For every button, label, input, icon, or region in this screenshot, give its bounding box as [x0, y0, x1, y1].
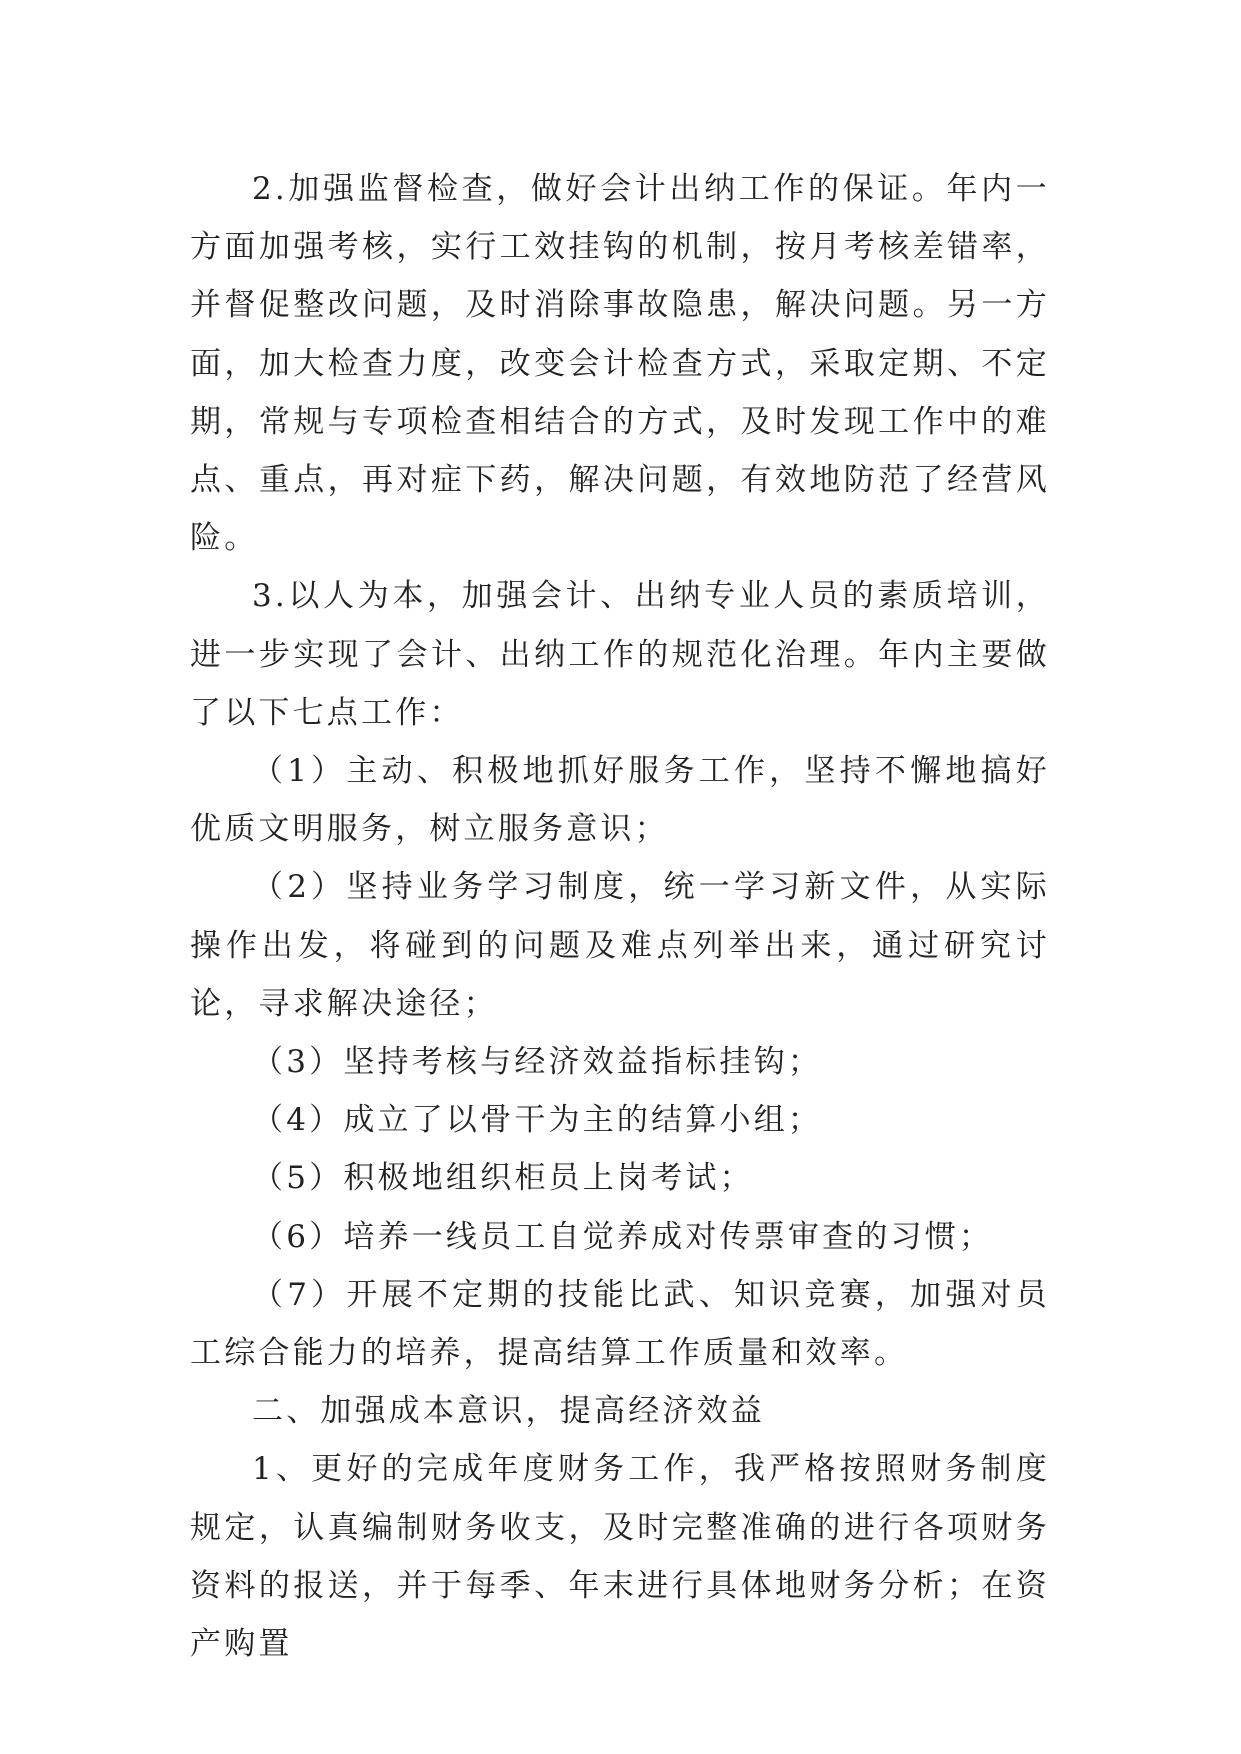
section-heading-cost: 二、加强成本意识，提高经济效益	[252, 1393, 765, 1430]
list-item-3: （3）坚持考核与经济效益指标挂钩；	[252, 1044, 823, 1081]
paragraph-supervision: 2.加强监督检查，做好会计出纳工作的保证。年内一方面加强考核，实行工效挂钩的机制，按月考核差错率，并督促整改问题，及时消除事故隐患，解决问题。另一方面，加大检查力度，改变会计检查方式，采取定期、不定期，常规与专项检查相结合的方式，及时发现工作中的难点、重点，再对症下药，解决问题，有效地防范了经营风险。	[190, 171, 1050, 557]
paragraph-training: 3.以人为本，加强会计、出纳专业人员的素质培训，进一步实现了会计、出纳工作的规范化治理。年内主要做了以下七点工作：	[190, 578, 1050, 731]
paragraph-annual-finance: 1、更好的完成年度财务工作，我严格按照财务制度规定，认真编制财务收支，及时完整准确的进行各项财务资料的报送，并于每季、年末进行具体地财务分析；在资产购置	[190, 1451, 1050, 1663]
list-item-4: （4）成立了以骨干为主的结算小组；	[252, 1102, 823, 1139]
list-item-7: （7）开展不定期的技能比武、知识竞赛，加强对员工综合能力的培养，提高结算工作质量和效率。	[190, 1276, 1050, 1372]
document-body	[190, 160, 1050, 1673]
list-item-1: （1）主动、积极地抓好服务工作，坚持不懈地搞好优质文明服务，树立服务意识；	[190, 753, 1050, 848]
list-item-5: （5）积极地组织柜员上岗考试；	[252, 1160, 754, 1197]
list-item-2: （2）坚持业务学习制度，统一学习新文件，从实际操作出发，将碰到的问题及难点列举出来，通过研究讨论，寻求解决途径；	[190, 869, 1050, 1022]
list-item-6: （6）培养一线员工自觉养成对传票审查的习惯；	[252, 1218, 994, 1255]
